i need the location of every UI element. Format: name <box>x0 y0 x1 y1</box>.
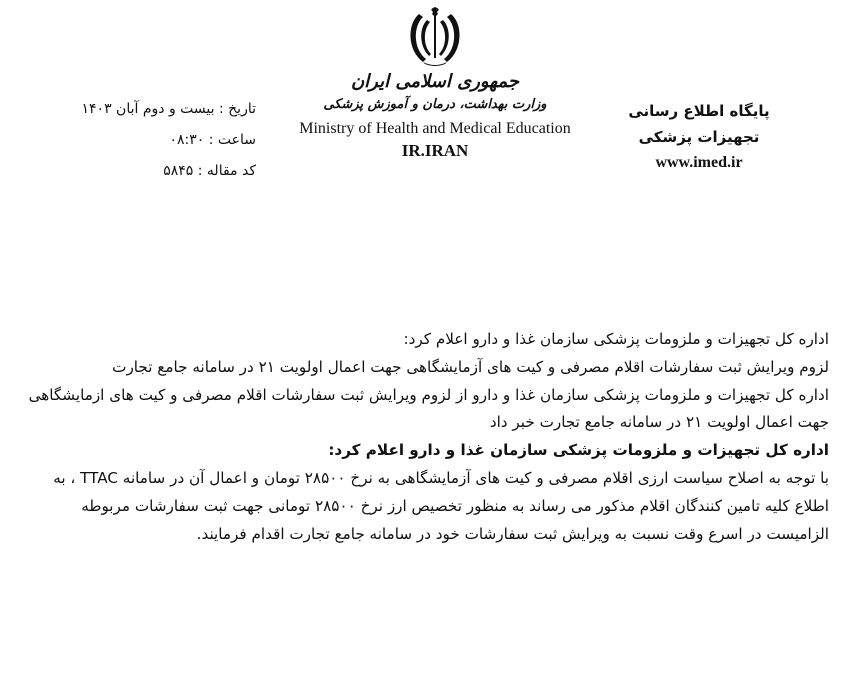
publisher-block <box>599 98 799 176</box>
ministry-header <box>270 6 600 162</box>
date-row <box>36 94 256 125</box>
republic-title-fa: جمهوری اسلامی ایران <box>350 71 520 92</box>
code-value: ۵۸۴۵ <box>163 163 194 179</box>
date-label: تاریخ : <box>218 101 256 117</box>
time-value: ۰۸:۳۰ <box>169 132 205 148</box>
ministry-title-en: Ministry of Health and Medical Education <box>299 120 571 137</box>
paragraph-1: اداره کل تجهیزات و ملزومات پزشکی سازمان غذا و دارو اعلام کرد: <box>403 330 829 348</box>
code-row <box>36 156 256 187</box>
paragraph-4: اداره کل تجهیزات و ملزومات پزشکی سازمان غذا و دارو اعلام کرد: <box>328 441 829 460</box>
article-body <box>28 326 829 548</box>
time-label: ساعت : <box>208 132 256 148</box>
publisher-line-2: تجهیزات پزشکی <box>638 128 760 146</box>
code-label: کد مقاله : <box>197 163 256 179</box>
publisher-line-1: پایگاه اطلاع رسانی <box>628 102 770 120</box>
publisher-website: www.imed.ir <box>655 154 743 171</box>
paragraph-5: با توجه به اصلاح سیاست ارزی اقلام مصرفی و کیت های آزمایشگاهی به نرخ ۲۸۵۰۰ تومان و اعمال آن در سامانه TTAC ، به اطلاع کلیه تامین کنندگان اقلام مذکور می رساند به منظور تخصیص ارز نرخ ۲۸۵۰۰ تومانی جهت ثبت سفارشات مربوطه الزامیست در اسرع وقت نسبت به ویرایش ثبت سفارشات خود در سامانه جامع تجارت اقدام فرمایند. <box>53 468 829 543</box>
iran-emblem-icon <box>403 6 467 68</box>
country-label: IR.IRAN <box>401 141 469 160</box>
date-value: بیست و دوم آبان ۱۴۰۳ <box>81 101 215 117</box>
ministry-title-fa: وزارت بهداشت، درمان و آموزش پزشکی <box>323 97 547 112</box>
time-row <box>36 125 256 156</box>
paragraph-2: لزوم ویرایش ثبت سفارشات اقلام مصرفی و کیت های آزمایشگاهی جهت اعمال اولویت ۲۱ در سامانه جامع تجارت <box>112 357 829 376</box>
paragraph-3: اداره کل تجهیزات و ملزومات پزشکی سازمان غذا و دارو از لزوم ویرایش ثبت سفارشات اقلام مصرفی و کیت های ازمایشگاهی جهت اعمال اولویت ۲۱ در سامانه جامع تجارت خبر داد <box>28 385 829 432</box>
meta-block <box>36 94 256 187</box>
